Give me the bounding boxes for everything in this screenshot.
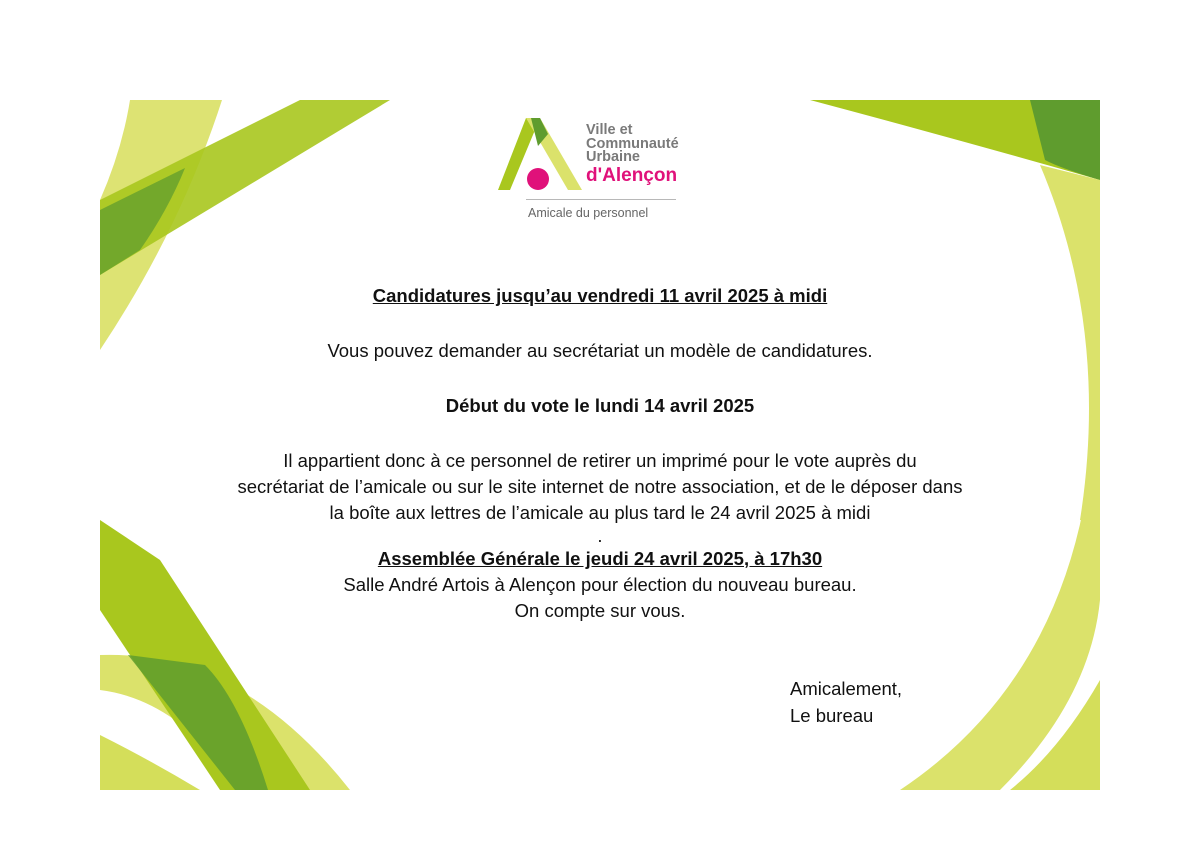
swoosh-top-right-dark [1030,100,1100,180]
notice-body [150,283,1050,624]
logo-subtitle: Amicale du personnel [528,206,649,220]
request-model-text: Vous pouvez demander au secrétariat un modèle de candidatures. [327,340,873,361]
assembly-heading: Assemblée Générale le jeudi 24 avril 2025, à 17h30 [377,548,823,569]
logo-line-1: Ville et [586,122,633,138]
logo-divider [526,199,676,200]
logo-brand: d'Alençon [586,164,678,186]
logo-line-2: Communauté [586,135,679,152]
separator-dot: . [597,525,603,546]
logo-wordmark [586,124,679,186]
procedure-line-3: la boîte aux lettres de l’amicale au plus tard le 24 avril 2025 à midi [329,502,871,523]
signature-greeting: Amicalement, [790,678,903,699]
procedure-line-1: Il appartient donc à ce personnel de retirer un imprimé pour le vote auprès du [283,450,917,471]
logo-a-icon [498,116,582,194]
closing-text: On compte sur vous. [514,600,686,621]
location-text: Salle André Artois à Alençon pour élection du nouveau bureau. [343,574,857,595]
amicale-logo [498,116,708,224]
deadline-heading: Candidatures jusqu’au vendredi 11 avril 2025 à midi [372,285,828,306]
signature-block [790,675,902,729]
logo-line-3: Urbaine [586,149,640,165]
vote-start-heading: Début du vote le lundi 14 avril 2025 [445,395,755,416]
procedure-line-2: secrétariat de l’amicale ou sur le site internet de notre association, et de le déposer dans [237,476,963,497]
signature-signer: Le bureau [790,705,874,726]
swoosh-bottom-left-corner [100,735,200,790]
